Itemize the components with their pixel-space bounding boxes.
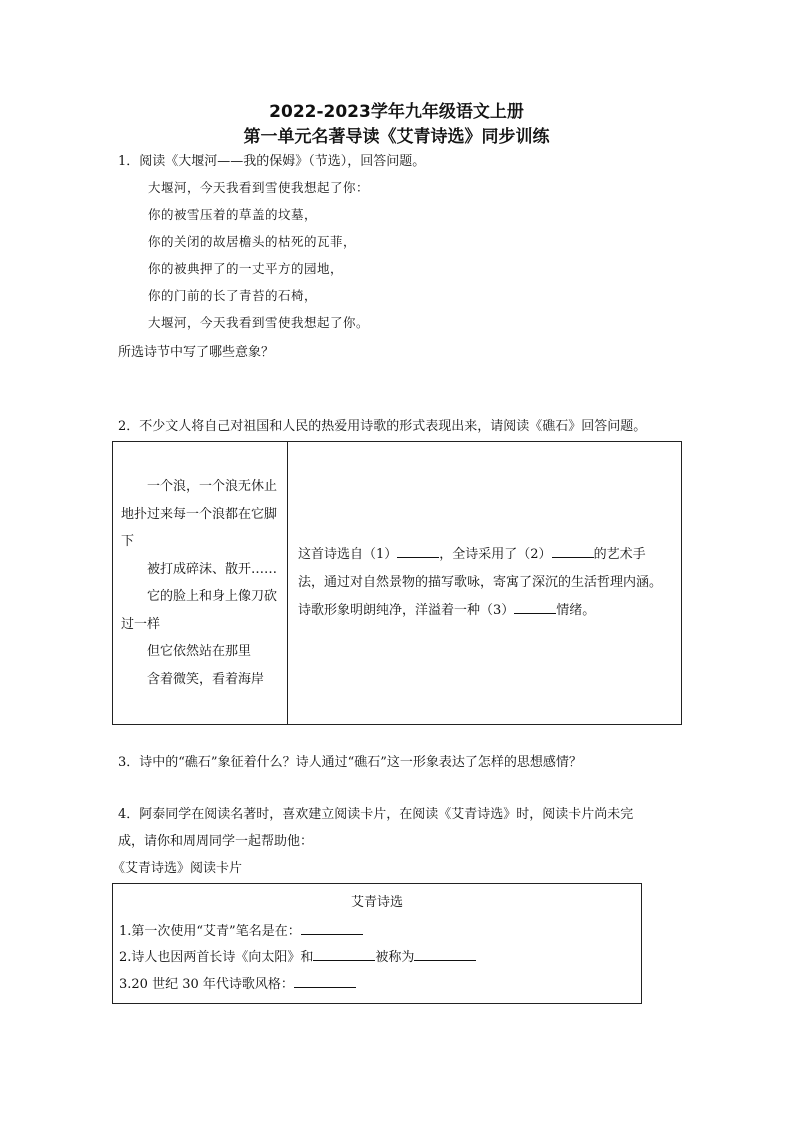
reading-card-item-1-text: 1.第一次使用“艾青”笔名是在： — [119, 924, 301, 939]
reading-card-item-2-text-a: 2.诗人也因两首长诗《向太阳》和 — [119, 950, 314, 965]
reef-text-a: 这首诗选自（1） — [298, 547, 398, 562]
question-3-prompt: 3．诗中的“礁石”象征着什么？诗人通过“礁石”这一形象表达了怎样的思想感情？ — [118, 755, 582, 770]
answer-blank-7[interactable] — [294, 974, 356, 988]
reading-card-label: 《艾青诗选》阅读卡片 — [112, 861, 243, 876]
reading-card-item-3-text: 3.20 世纪 30 年代诗歌风格： — [119, 977, 294, 992]
reef-text-c: 的艺术手法，通过对自然景物的描写歌咏，寄寓了深沉的生活哲理内涵。诗歌形象明朗纯净，洋溢着一种（3） — [298, 547, 663, 618]
poem-line: 一个浪，一个浪无休止地扑过来每一个浪都在它脚下 — [121, 479, 278, 549]
answer-blank-2[interactable] — [552, 543, 594, 558]
poem-line: 大堰河，今天我看到雪使我想起了你： — [148, 180, 370, 195]
poem-line: 你的关闭的故居檐头的枯死的瓦菲， — [148, 234, 357, 249]
poem-line: 被打成碎沫、散开…… — [147, 561, 278, 577]
question-4-prompt-line1: 4．阿泰同学在阅读名著时，喜欢建立阅读卡片，在阅读《艾青诗选》时，阅读卡片尚未完 — [118, 807, 634, 822]
answer-blank-5[interactable] — [313, 947, 375, 961]
question-4-prompt-line2: 成，请你和周周同学一起帮助他： — [118, 834, 314, 849]
reading-card-item-2 — [119, 946, 476, 965]
reading-card-item-3 — [119, 973, 356, 992]
question-2-prompt: 2．不少文人将自己对祖国和人民的热爱用诗歌的形式表现出来，请阅读《礁石》回答问题。 — [118, 419, 647, 434]
poem-line: 你的被典押了的一丈平方的园地， — [148, 261, 344, 276]
page-title-line2: 第一单元名著导读《艾青诗选》同步训练 — [243, 127, 550, 147]
poem-line: 你的被雪压着的草盖的坟墓， — [148, 207, 318, 222]
poem-line: 你的门前的长了青苔的石椅， — [148, 288, 318, 303]
answer-blank-6[interactable] — [414, 947, 476, 961]
answer-blank-4[interactable] — [301, 921, 363, 935]
answer-blank-1[interactable] — [397, 543, 439, 558]
reef-table — [112, 441, 682, 725]
poem-line: 大堰河，今天我看到雪使我想起了你。 — [148, 315, 370, 330]
answer-blank-3[interactable] — [514, 599, 556, 614]
poem-line: 含着微笑，看着海岸 — [147, 671, 265, 687]
reef-question-cell — [288, 442, 682, 725]
poem-line: 它的脸上和身上像刀砍过一样 — [121, 589, 278, 632]
reef-text-b: ，全诗采用了（2） — [439, 547, 552, 562]
reading-card-item-2-text-b: 被称为 — [375, 950, 415, 965]
reading-card — [112, 883, 642, 1004]
reading-card-title: 艾青诗选 — [350, 895, 403, 910]
reef-poem-cell — [113, 442, 288, 725]
reef-text-d: 情绪。 — [556, 603, 596, 618]
page-title-line1: 2022-2023学年九年级语文上册 — [269, 102, 524, 122]
question-1-prompt: 1．阅读《大堰河——我的保姆》（节选），回答问题。 — [118, 154, 426, 169]
question-1-question: 所选诗节中写了哪些意象？ — [118, 345, 275, 360]
poem-line: 但它依然站在那里 — [147, 644, 252, 659]
reading-card-item-1 — [119, 920, 363, 939]
